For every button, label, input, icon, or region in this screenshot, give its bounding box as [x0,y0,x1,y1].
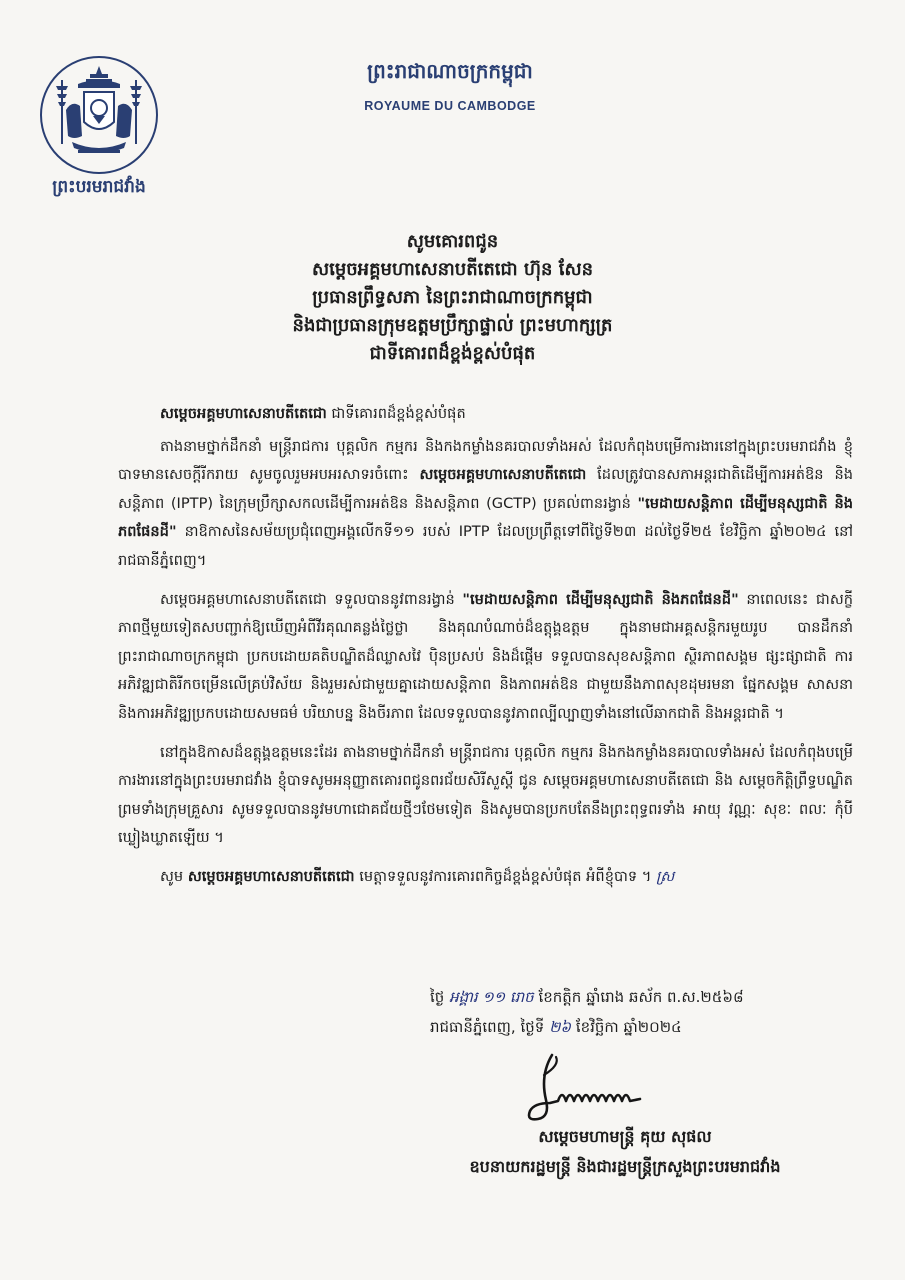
p2-award: "មេដាយសន្តិភាព ដើម្បីមនុស្សជាតិ និងភពផែនដី" [462,590,739,608]
p1-text-e: នាឱកាសនៃសម័យប្រជុំពេញអង្គលើកទី១១ របស់ IPTP ដែលប្រព្រឹត្តទៅពីថ្ងៃទី២៣ ដល់ថ្ងៃទី២៥ ខែវិច្ឆិកា ឆ្នាំ២០២៤ នៅរាជធានីភ្នំពេញ។ [118,523,854,569]
paragraph-2 [118,586,853,729]
solar-date [430,1012,850,1042]
addressee-line: និងជាប្រធានក្រុមឧត្តមប្រឹក្សាផ្ទាល់ ព្រះមហាក្សត្រ [292,315,613,336]
addressee-line: សម្ដេចអគ្គមហាសេនាបតីតេជោ ហ៊ុន សែន [311,259,594,280]
p2-text-c: នាពេលនេះ ជាសក្ខីភាពថ្មីមួយទៀតសបញ្ជាក់ឱ្យឃើញអំពីវីរគុណគន្លង់ថ្លៃថ្លា និងគុណបំណាច់ដ៏ឧត្តុង្គឧត្តម ក្នុងនាមជាអគ្គសន្តិករមួយរូប បានដឹកនាំព្រះរាជាណាចក្រកម្ពុជា ប្រកបដោយគតិបណ្ឌិតដ៏ឈ្លាសវៃ ប៉ិនប្រសប់ និងដ៏ផ្ដើម ទទួលបានសុខសន្តិភាព ស្ថិរភាពសង្គម ផ្សះផ្សាជាតិ ការអភិវឌ្ឍជាតិរីកចម្រើនលើគ្រប់វិស័យ និងរួមរស់ជាមួយគ្នាដោយសន្តិភាព និងភាពអត់ឱន ជាមួយនឹងភាពសុខដុមរមនា ផ្នែកសង្គម សាសនា និងការអភិវឌ្ឍប្រកបដោយសមធម៌ បរិយាបន្ន និងចីរភាព ដែលទទួលបាននូវភាពល្បីល្បាញទាំងនៅលើឆាកជាតិ និងអន្តរជាតិ ។ [118,590,853,722]
addressee-line: ប្រធានព្រឹទ្ធសភា នៃព្រះរាជាណាចក្រកម្ពុជា [312,287,593,308]
p1-text-c: ដែលត្រូវបានសភាអន្តរជាតិដើម្បីការអត់ឱន និងសន្តិភាព (IPTP) នៃក្រុមប្រឹក្សាសកលដើម្បីការអត់ឱន និងសន្តិភាព (GCTP) ប្រគល់ពានរង្វាន់ [118,466,853,512]
kingdom-title-fr: ROYAUME DU CAMBODGE [364,99,536,113]
closing-name: សម្ដេចអគ្គមហាសេនាបតីតេជោ [187,867,355,885]
p2-text-a: សម្ដេចអគ្គមហាសេនាបតីតេជោ ទទួលបាននូវពានរង្វាន់ [160,590,455,608]
solar-date-prefix: រាជធានីភ្នំពេញ, ថ្ងៃទី [430,1018,545,1036]
paragraph-3 [118,739,853,853]
salutation-rest: ជាទីគោរពដ៏ខ្ពង់ខ្ពស់បំផុត [331,405,466,422]
closing-text-c: មេត្តាទទួលនូវការគោរពកិច្ចដ៏ខ្ពង់ខ្ពស់បំផុត អំពីខ្ញុំបាទ ។ [359,867,652,885]
lunar-date-handwritten: អង្គារ ១១ រោច [449,988,534,1006]
solar-date-handwritten: ២៦ [549,1018,572,1036]
royal-coat-of-arms-icon [38,54,160,176]
closing-handwritten: ស្រ [656,867,675,885]
p1-award: "មេដាយសន្តិភាព ដើម្បីមនុស្សជាតិ និងភពផែនដី" [118,494,854,541]
signer-block [410,1122,840,1182]
p3-text: នៅក្នុងឱកាសដ៏ឧត្តុង្គឧត្តមនេះដែរ តាងនាមថ្នាក់ដឹកនាំ មន្ត្រីរាជការ បុគ្គលិក កម្មករ និងកងកម្លាំងនគរបាលទាំងអស់ ដែលកំពុងបម្រើការងារនៅក្នុងព្រះបរមរាជវាំង ខ្ញុំបាទសូមអនុញ្ញាតគោរពជូនពរជ័យសិរីសួស្តី ជូន សម្ដេចអគ្គមហាសេនាបតីតេជោ និង សម្ដេចកិត្តិព្រឹទ្ធបណ្ឌិត ព្រមទាំងក្រុមគ្រួសារ សូមទទួលបាននូវមហាជោគជ័យថ្មីៗថែមទៀត និងសូមបានប្រកបតែនឹងព្រះពុទ្ធពរទាំង អាយុ វណ្ណៈ សុខៈ ពលៈ កុំបីឃ្លៀងឃ្លាតឡើយ ។ [118,743,853,847]
letter-body [118,400,853,902]
lunar-date [430,982,850,1012]
addressee-line: ជាទីគោរពដ៏ខ្ពង់ខ្ពស់បំផុត [369,343,536,364]
p1-name: សម្ដេចអគ្គមហាសេនាបតីតេជោ [419,466,587,484]
addressee-block [150,228,755,368]
paragraph-1 [118,433,853,576]
salutation-name: សម្ដេចអគ្គមហាសេនាបតីតេជោ [160,405,327,422]
p1-text-a: តាងនាមថ្នាក់ដឹកនាំ មន្ត្រីរាជការ បុគ្គលិក កម្មករ និងកងកម្លាំងនគរបាលទាំងអស់ ដែលកំពុងបម្រើការងារនៅក្នុងព្រះបរមរាជវាំង ខ្ញុំបាទមានសេចក្តីរីករាយ សូមចូលរួមអបអរសាទរចំពោះ [118,437,853,484]
signer-name: សម្ដេចមហាមន្ត្រី គុយ សុផល [538,1127,712,1146]
solar-date-rest: ខែវិច្ឆិកា ឆ្នាំ២០២៤ [575,1018,682,1036]
handwritten-signature [500,1045,670,1125]
date-block [430,982,850,1042]
department-name: ព្រះបរមរាជវាំង [52,177,146,197]
closing-text-a: សូម [160,867,184,885]
kingdom-title-kh: ព្រះរាជាណាចក្រកម្ពុជា [367,59,533,83]
lunar-date-prefix: ថ្ងៃ [430,988,445,1006]
lunar-date-rest: ខែកត្តិក ឆ្នាំរោង ឆស័ក ព.ស.២៥៦៨ [538,988,744,1006]
closing-line [118,863,853,892]
addressee-line: សូមគោរពជូន [406,231,499,252]
salutation [118,400,853,429]
signer-title: ឧបនាយករដ្ឋមន្ត្រី និងជារដ្ឋមន្ត្រីក្រសួងព្រះបរមរាជវាំង [469,1157,781,1176]
